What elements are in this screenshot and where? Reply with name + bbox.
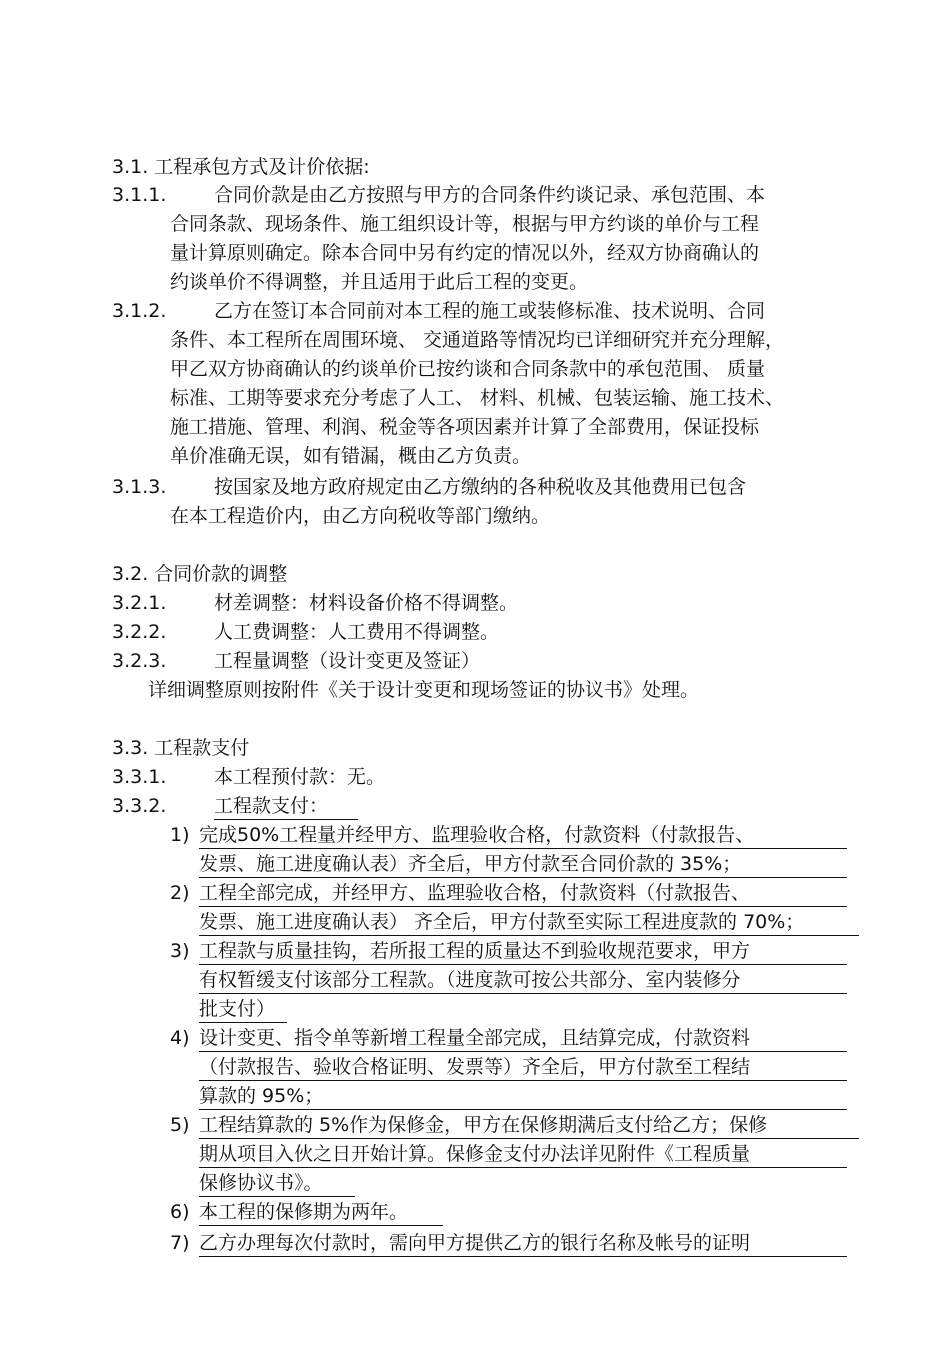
payment-item-line-wrap — [199, 1055, 847, 1079]
payment-item-number: 7) — [170, 1232, 190, 1254]
payment-item-line-wrap — [199, 1084, 847, 1108]
payment-item-line: 算款的 95%； — [199, 1084, 847, 1110]
payment-item-line: 发票、施工进度确认表） 齐全后，甲方付款至实际工程进度款的 70%； — [199, 910, 859, 936]
payment-item-line: 设计变更、指令单等新增工程量全部完成，且结算完成，付款资料 — [199, 1026, 847, 1052]
clause-3-2-1-text: 材差调整：材料设备价格不得调整。 — [214, 592, 519, 614]
payment-item-line: 保修协议书》。 — [199, 1171, 355, 1197]
payment-item-line: 批支付） — [199, 997, 287, 1023]
payment-item-line: 完成50%工程量并经甲方、监理验收合格，付款资料（付款报告、 — [199, 823, 847, 849]
clause-3-2-2-number: 3.2.2. — [112, 621, 167, 643]
clause-3-3-2-wrap — [214, 794, 358, 818]
clause-3-1-1-line: 合同条款、现场条件、施工组织设计等，根据与甲方约谈的单价与工程 — [170, 213, 760, 235]
payment-item-number: 4) — [170, 1027, 190, 1049]
payment-item-line-wrap — [199, 1231, 847, 1255]
payment-item-line: 工程结算款的 5%作为保修金，甲方在保修期满后支付给乙方；保修 — [199, 1113, 859, 1139]
payment-item-line: 乙方办理每次付款时，需向甲方提供乙方的银行名称及帐号的证明 — [199, 1231, 847, 1257]
clause-3-2-1-number: 3.2.1. — [112, 592, 167, 614]
payment-item-line-wrap — [199, 1113, 859, 1137]
clause-3-1-3-number: 3.1.3. — [112, 476, 167, 498]
payment-item-line-wrap — [199, 1026, 847, 1050]
clause-3-1-1-line: 量计算原则确定。除本合同中另有约定的情况以外，经双方协商确认的 — [170, 242, 760, 264]
clause-3-1-1-line: 约谈单价不得调整，并且适用于此后工程的变更。 — [170, 271, 589, 293]
clause-3-1-2-line: 标准、工期等要求充分考虑了人工、 材料、机械、包装运输、施工技术、 — [170, 387, 785, 409]
payment-item-number: 1) — [170, 824, 190, 846]
payment-item-number: 5) — [170, 1114, 190, 1136]
payment-item-line: 工程款与质量挂钩，若所报工程的质量达不到验收规范要求，甲方 — [199, 939, 847, 965]
clause-3-1-3-line: 在本工程造价内，由乙方向税收等部门缴纳。 — [170, 505, 551, 527]
section-3-3-heading: 3.3. 工程款支付 — [112, 737, 250, 759]
payment-item-line: 期从项目入伙之日开始计算。保修金支付办法详见附件《工程质量 — [199, 1142, 847, 1168]
section-3-1-heading: 3.1. 工程承包方式及计价依据: — [112, 156, 370, 178]
payment-item-line: 本工程的保修期为两年。 — [199, 1200, 443, 1226]
payment-item-line-wrap — [199, 1171, 355, 1195]
clause-3-1-2-line: 条件、本工程所在周围环境、 交通道路等情况均已详细研究并充分理解， — [170, 329, 785, 351]
payment-item-line: （付款报告、验收合格证明、发票等）齐全后，甲方付款至工程结 — [199, 1055, 847, 1081]
clause-3-1-1-line: 合同价款是由乙方按照与甲方的合同条件约谈记录、承包范围、本 — [214, 184, 766, 206]
adjustment-detail-text: 详细调整原则按附件《关于设计变更和现场签证的协议书》处理。 — [148, 679, 700, 701]
payment-item-line-wrap — [199, 939, 847, 963]
payment-item-line-wrap — [199, 852, 847, 876]
clause-3-1-3-line: 按国家及地方政府规定由乙方缴纳的各种税收及其他费用已包含 — [214, 476, 747, 498]
clause-3-1-2-number: 3.1.2. — [112, 300, 167, 322]
payment-item-line-wrap — [199, 997, 287, 1021]
payment-item-line-wrap — [199, 968, 847, 992]
payment-item-line-wrap — [199, 1200, 443, 1224]
payment-item-line: 发票、施工进度确认表）齐全后，甲方付款至合同价款的 35%； — [199, 852, 847, 878]
clause-3-3-1-text: 本工程预付款：无。 — [214, 766, 386, 788]
payment-item-line-wrap — [199, 1142, 847, 1166]
payment-item-number: 6) — [170, 1201, 190, 1223]
clause-3-1-2-line: 乙方在签订本合同前对本工程的施工或装修标准、技术说明、合同 — [214, 300, 766, 322]
clause-3-2-3-text: 工程量调整（设计变更及签证） — [214, 650, 481, 672]
payment-item-line-wrap — [199, 910, 859, 934]
payment-item-number: 3) — [170, 940, 190, 962]
payment-item-line-wrap — [199, 823, 847, 847]
clause-3-2-3-number: 3.2.3. — [112, 650, 167, 672]
section-3-2-heading: 3.2. 合同价款的调整 — [112, 563, 288, 585]
clause-3-1-2-line: 甲乙双方协商确认的约谈单价已按约谈和合同条款中的承包范围、 质量 — [170, 358, 766, 380]
clause-3-1-2-line: 单价准确无误，如有错漏，概由乙方负责。 — [170, 445, 532, 467]
clause-3-3-1-number: 3.3.1. — [112, 766, 167, 788]
payment-item-line-wrap — [199, 881, 847, 905]
payment-item-number: 2) — [170, 882, 190, 904]
clause-3-2-2-text: 人工费调整：人工费用不得调整。 — [214, 621, 500, 643]
payment-item-line: 有权暂缓支付该部分工程款。（进度款可按公共部分、室内装修分 — [199, 968, 847, 994]
clause-3-1-1-number: 3.1.1. — [112, 184, 167, 206]
payment-item-line: 工程全部完成，并经甲方、监理验收合格，付款资料（付款报告、 — [199, 881, 847, 907]
clause-3-1-2-line: 施工措施、管理、利润、税金等各项因素并计算了全部费用，保证投标 — [170, 416, 760, 438]
clause-3-3-2-text: 工程款支付： — [214, 794, 358, 820]
clause-3-3-2-number: 3.3.2. — [112, 795, 167, 817]
